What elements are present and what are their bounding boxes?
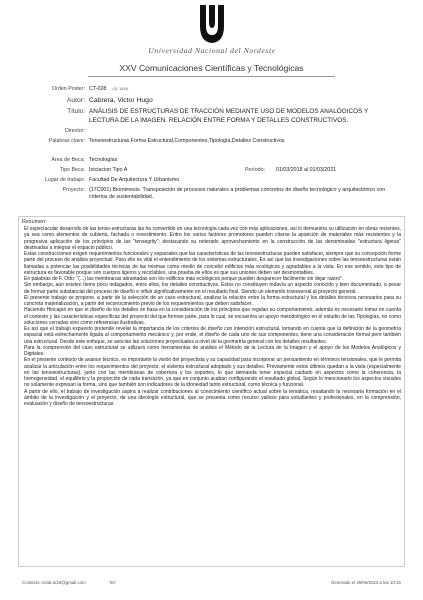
director-label: Director:: [64, 128, 85, 134]
periodo-value: 01/03/2018 al 01/03/2021: [276, 167, 337, 173]
resumen-paragraph: El presente trabajo se propone, a partir de la selección de un caso estructural, analizar la relación entre la forma estructural y los detalles técnicos necesarios para su concreta materialización, a partir del reconocimiento previo de los requerimientos que deben satisfacer.: [24, 294, 401, 307]
university-name: Universidad Nacional del Nordeste: [148, 46, 276, 55]
orden-value: [89, 86, 128, 93]
resumen-text: [24, 226, 401, 407]
area-value: Tecnologías: [89, 157, 118, 163]
resumen-paragraph: Haciendo Hincapié en que el diseño de los detalles se basa en la consideración de los principios que regulan su comportamiento, además es necesario tomar en cuenta el contexto y las características específicas del proyecto del que forman parte, para lo cual, se encuentra un apoyo metodológico en el estudio de las Tipologías, no como soluciones cerradas sino como referencias ilustrativas.: [24, 307, 401, 326]
resumen-paragraph: El espectacular desarrollo de las tenso-estructuras las ha convertido en una tecnología cada vez con más aplicaciones, así lo demuestra su utilización en obras recientes, ya sea como elementos de cubierta, fachada o revestimiento. Entre los varios factores promotores pueden citarse la aparición de materiales más resistentes y la progresiva aplicación de los principios de las "tensegrity"; destacando su reiterado aprovechamiento en la construcción de las denominadas "estructura ligeras" destinadas a integrar el espacio público.: [24, 226, 401, 251]
contact-email: Contacto: vcab.ar18@gmail.com: [22, 580, 86, 585]
orden-id: (ID: 1839): [112, 87, 129, 91]
tipo-value: Iniciacion Tipo A: [89, 167, 128, 173]
proyecto-value: (17C001) Biomimesis. Transposición de procesos naturales a problemas concretos de diseño tecnológico y arquitectónico con criterios de sustentabilidad.: [89, 187, 386, 201]
periodo-label: Período:: [245, 167, 266, 173]
tipo-label: Tipo Beca:: [59, 167, 85, 173]
university-logo-icon: [199, 4, 225, 44]
resumen-paragraph: En el presente contexto de avance técnico, es importante la visión del proyectista y su capacidad para incorporar un pensamiento en términos tensionales, que le permita analizar la articulación entre los requerimientos del proyecto, el sistema estructural adoptado y sus detalles. Previamente estos últimos quedan a la vista (especialmente en las tensoestructuras), junto con las membranas de cobertura y los soportes, lo que demanda tener especial cuidado en aspectos como la coherencia, la homogeneidad, el equilibrio y la proporción de cada transición, ya que en conjunto acaban configurando el resultado global. Según lo mencionado los aspectos visuales no solamente expresan la forma, sino que también son indicadores de la idoneidad tanto estructural, como técnica y funcional.: [24, 357, 401, 389]
area-label: Área de Beca:: [51, 157, 85, 163]
resumen-paragraph: Sin embargo, aún existen ítems poco indagados, entre ellos, los detalles constructivos. Estos no constituyen todavía un aspecto conocido y bien documentado, a pesar de formar parte substancial del proceso de diseño e influir significativamente en el resultado final. Siendo un elemento transversal al proyecto general.: [24, 282, 401, 295]
resumen-paragraph: Estas construcciones exigen requerimientos funcionales y espaciales que las características de las tensoestructuras pueden satisfacer, siempre que su concepción forme parte del proceso de análisis proyectual. Para ello es vital el entendimiento de los sistemas estructurales. Es así que las investigaciones sobre las tensoestructuras están llamadas a potenciar las posibilidades técnicas de las mismas como medio de concebir edificios más ecológicos y agradables a la vista. En ese sentido, este tipo de estructura es favorable porque son cuerpos ligeros y reciclables, una prueba de ellos es que sus uniones deben ser desmontables.: [24, 251, 401, 276]
resumen-paragraph: Es así que el trabajo expuesto pretende revelar la importancia de los criterios de diseño con intención estructural, tomando en cuenta que la definición de la geometría espacial está estrechamente ligada al comportamiento mecánico y, por ende, el diseño de cada uno de sus componentes, tiene una consideración formal pero también una estructural. Desde este enfoque, se asocian las soluciones proyectuales a nivel de la geometría general con los detalles resultantes.: [24, 326, 401, 345]
generated-timestamp: Generado el 29/06/2023 a las 10:16: [330, 580, 401, 585]
orden-code: CT-028: [89, 86, 107, 92]
palabras-value: Tensoestructuras,Forma Estructural,Componentes,Tipología,Detalles Constructivos: [89, 138, 285, 144]
lugar-value: Facultad De Arquitectura Y Urbanismo: [89, 177, 180, 183]
contact-tel: Tel:: [109, 580, 116, 585]
titulo-value: ANÁLISIS DE ESTRUCTURAS DE TRACCIÓN MEDIANTE USO DE MODELOS ANALÓGICOS Y LECTURA DE LA IMAGEN. RELACIÓN ENTRE FORMA Y DETALLES CONSTRUCTIVOS.: [89, 108, 369, 124]
resumen-paragraph: En palabras de F. Otto: "(...) las membranas atirantadas son los edificios más ecológicos porque pueden desparecer fácilmente sin dejar rastro".: [24, 276, 344, 282]
resumen-paragraph: A partir de ello, el trabajo de investigación aspira a realizar contribuciones al conocimiento científico actual sobre la temática, resaltando la necesaria formación en el ámbito de la investigación y el proyecto, de una ideología estructural, que se presenta como recurso valioso para estudiantes y profesionales, en la comprensión, evaluación y diseño de tensoestructuras.: [24, 388, 401, 407]
lugar-label: Lugar de trabajo:: [44, 177, 85, 183]
proyecto-label: Proyecto:: [62, 187, 85, 193]
header: [92, 4, 332, 55]
resumen-label: Resumen:: [22, 219, 47, 225]
titulo-label: Título:: [67, 108, 85, 115]
autor-value: Cabrera, Victor Hugo: [89, 97, 153, 104]
page-title: XXV Comunicaciones Científicas y Tecnológicas: [119, 63, 304, 73]
palabras-label: Palabras clave:: [48, 138, 85, 144]
autor-label: Autor:: [66, 97, 85, 104]
title-divider: [88, 76, 335, 77]
resumen-paragraph: Para la comprensión del caso estructural se utilizará como herramientas de análisis el Método de la Lectura de la Imagen y el apoyo de los Modelos Analógicos y Digitales.: [24, 344, 401, 357]
orden-label: Orden Poster:: [52, 86, 85, 92]
